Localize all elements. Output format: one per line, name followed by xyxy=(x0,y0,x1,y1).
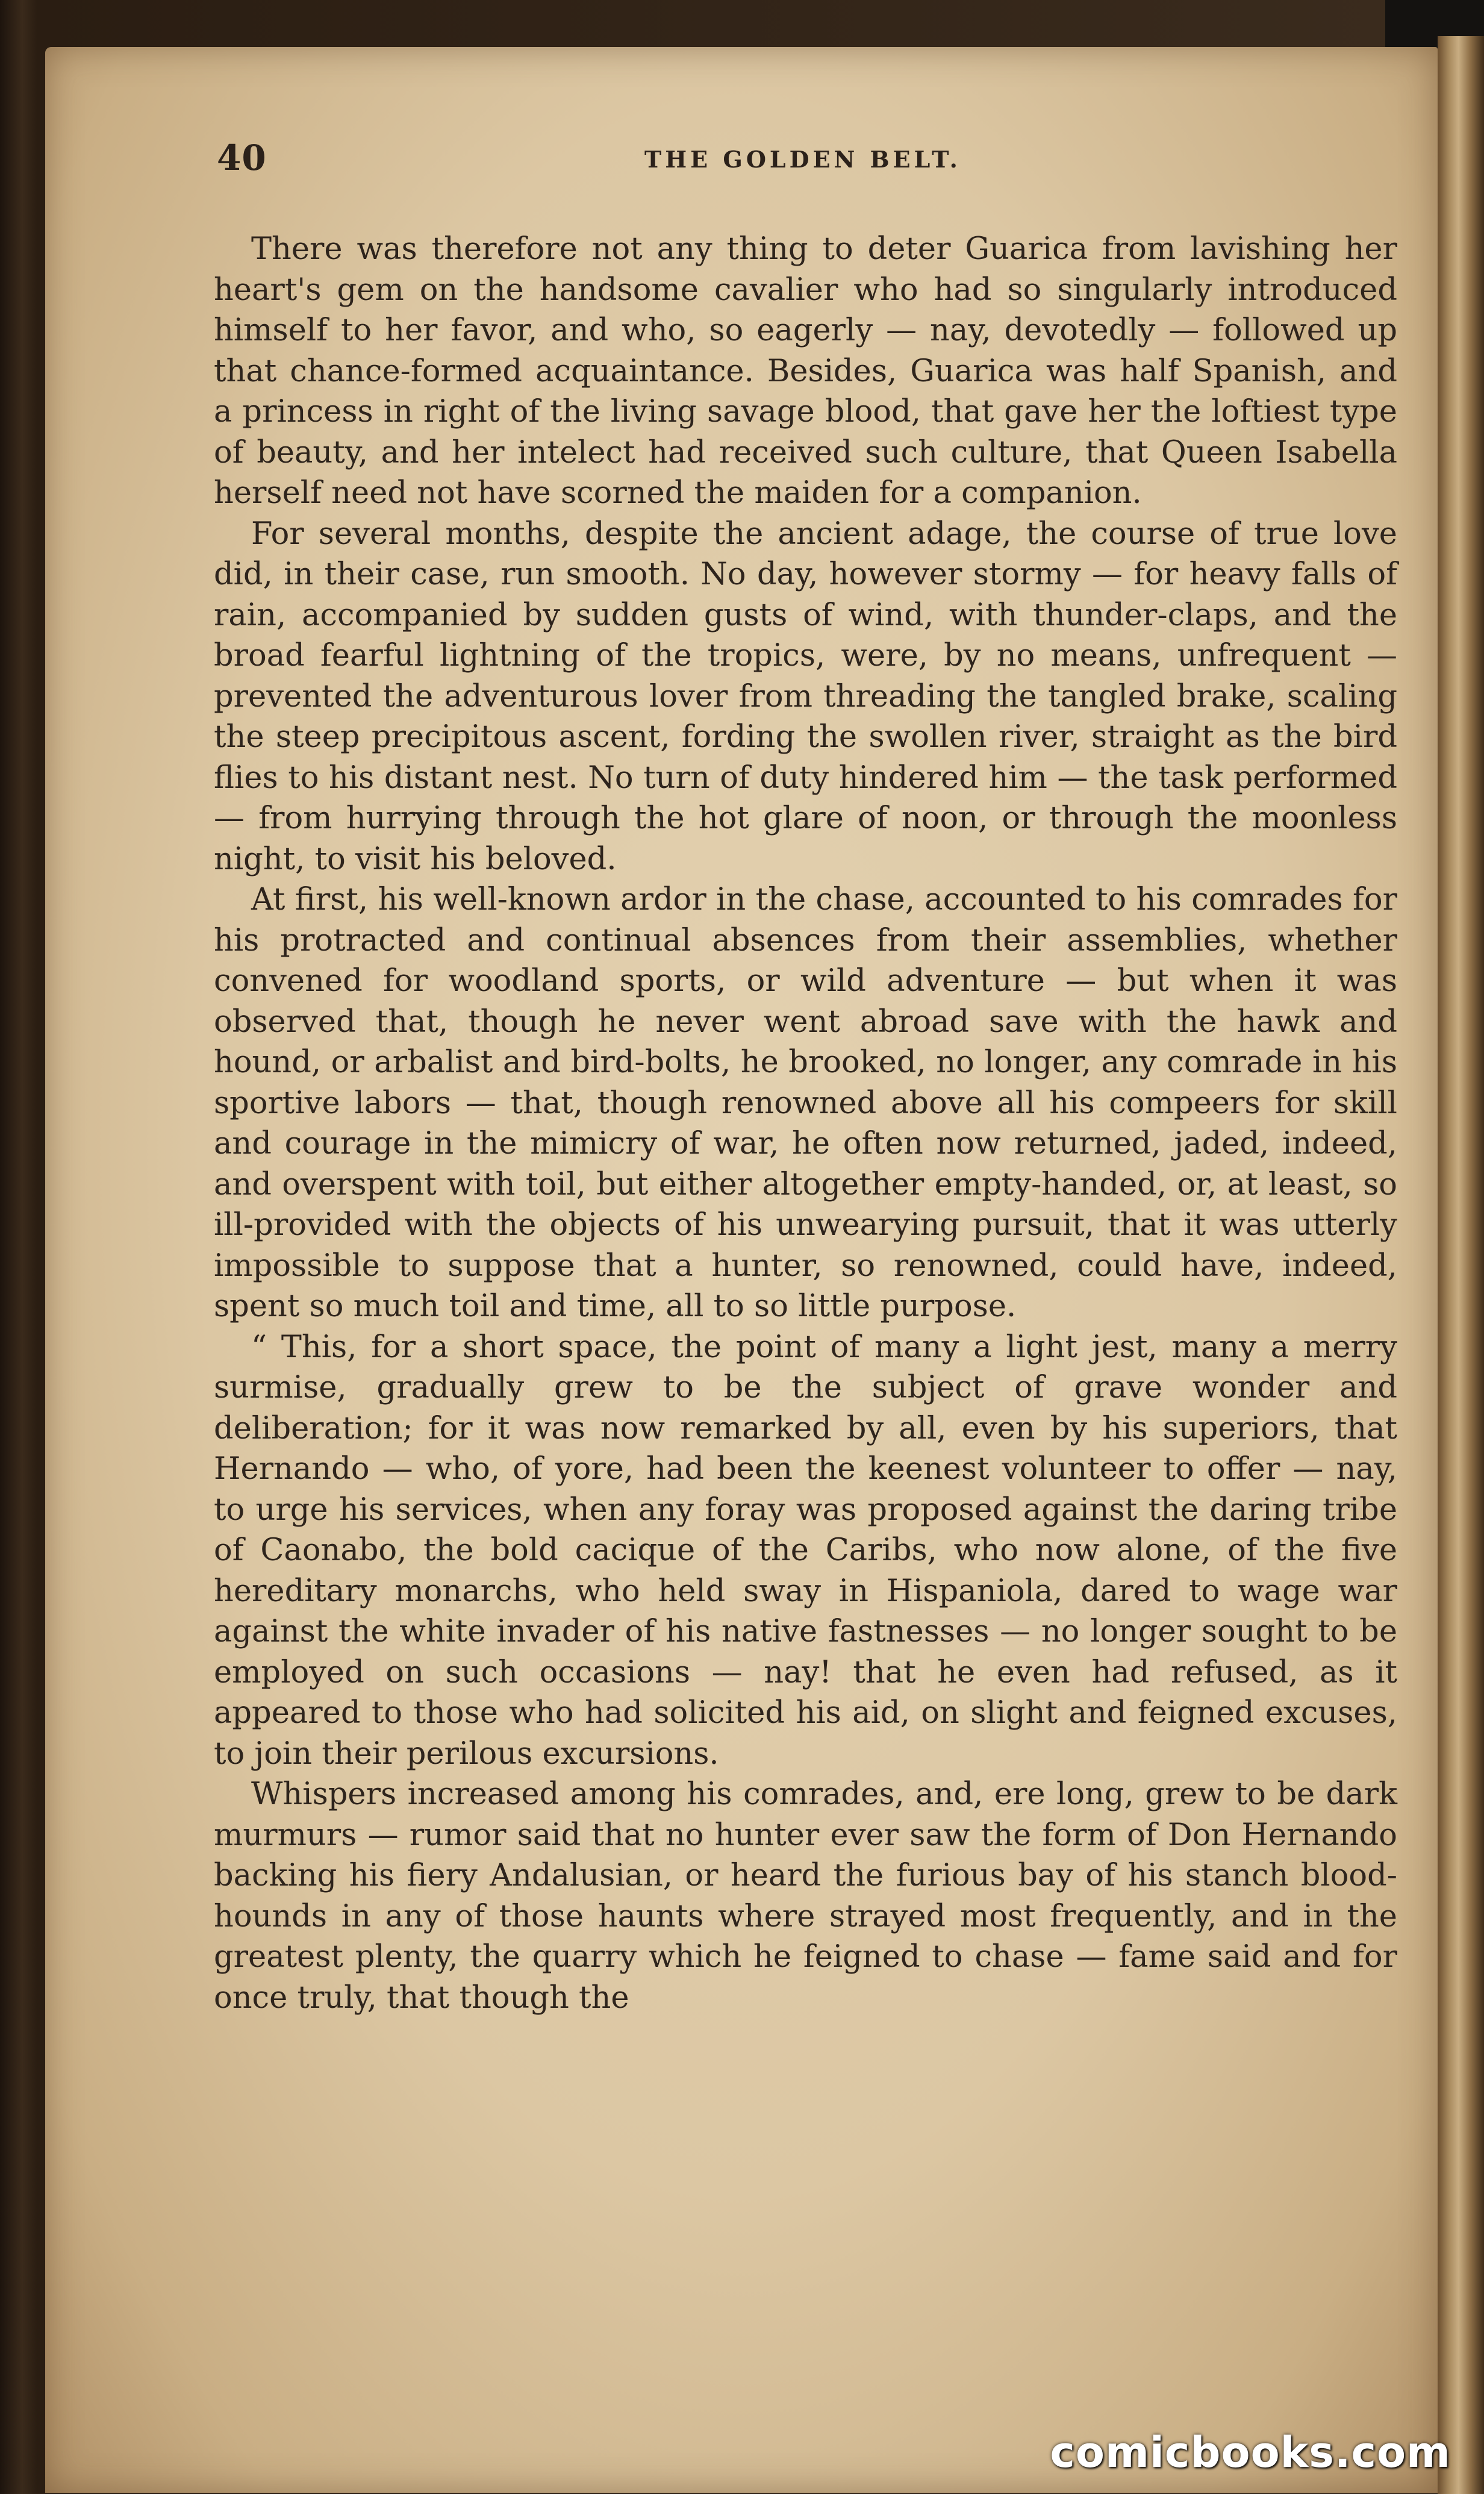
running-title: THE GOLDEN BELT. xyxy=(644,146,961,173)
paragraph: At first, his well-known ardor in the chase, accounted to his comrades for his protracted and continual absences from their assemblies, whether convened for woodland sports, or wild adventure — but when it was observed that, though he never went abroad save with the hawk and hound, or arbalist and bird-bolts, he brooked, no longer, any comrade in his sportive labors — that, though renowned above all his compeers for skill and courage in the mimicry of war, he often now returned, jaded, indeed, and overspent with toil, but either altogether empty-handed, or, at least, so ill-provided with the objects of his unwearying pursuit, that it was utterly impossible to suppose that a hunter, so renowned, could have, indeed, spent so much toil and time, all to so little purpose. xyxy=(214,882,1397,1324)
paragraph: “ This, for a short space, the point of many a light jest, many a merry surmise, gradually grew to be the subject of grave wonder and deliberation; for it was now remarked by all, even by his superiors, that Hernando — who, of yore, had been the keenest volunteer to offer — nay, to urge his services, when any foray was proposed against the daring tribe of Caonabo, the bold cacique of the Caribs, who now alone, of the five hereditary monarchs, who held sway in Hispaniola, dared to wage war against the white invader of his native fastnesses — no longer sought to be employed on such occasions — nay! that he even had refused, as it appeared to those who had solicited his aid, on slight and feigned excuses, to join their perilous excursions. xyxy=(214,1329,1397,1772)
body-text xyxy=(214,229,1397,2018)
paragraph: Whispers increased among his comrades, and, ere long, grew to be dark murmurs — rumor said that no hunter ever saw the form of Don Hernando backing his fiery Andalusian, or heard the furious bay of his stanch blood-hounds in any of those haunts where strayed most frequently, and in the greatest plenty, the quarry which he feigned to chase — fame said and for once truly, that though the xyxy=(214,1777,1397,2016)
page-header xyxy=(217,137,1409,186)
paragraph: For several months, despite the ancient adage, the course of true love did, in their case, run smooth. No day, however stormy — for heavy falls of rain, accompanied by sudden gusts of wind, with thunder-claps, and the broad fearful lightning of the tropics, were, by no means, unfrequent — prevented the adventurous lover from threading the tangled brake, scaling the steep precipitous ascent, fording the swollen river, straight as the bird flies to his distant nest. No turn of duty hindered him — the task performed — from hurrying through the hot glare of noon, or through the moonless night, to visit his beloved. xyxy=(214,516,1397,877)
page-number: 40 xyxy=(217,137,267,178)
site-watermark: comicbooks.com xyxy=(1050,2428,1451,2477)
paragraph: There was therefore not any thing to deter Guarica from lavishing her heart's gem on the handsome cavalier who had so singularly introduced himself to her favor, and who, so eagerly — nay, devotedly — followed up that chance-formed acquaintance. Besides, Guarica was half Spanish, and a princess in right of the living savage blood, that gave her the loftiest type of beauty, and her intelect had received such culture, that Queen Isabella herself need not have scorned the maiden for a companion. xyxy=(214,231,1397,511)
page-stack-edge xyxy=(1438,36,1484,2494)
